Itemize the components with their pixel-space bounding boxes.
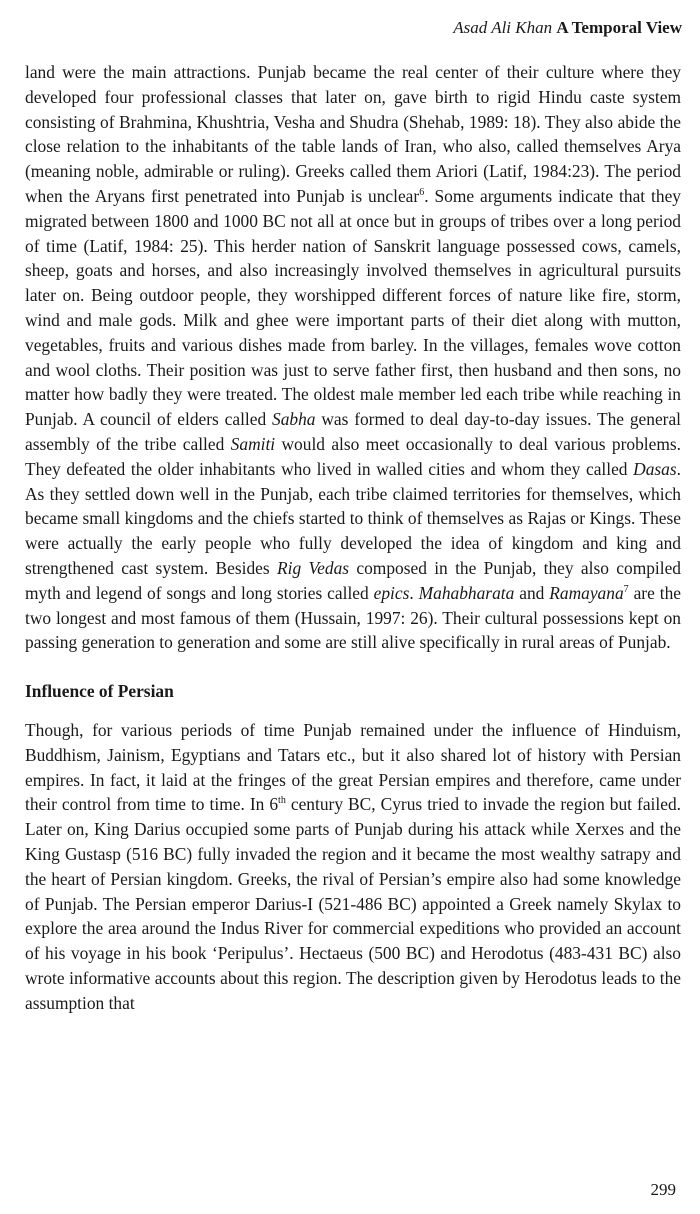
article-title: A Temporal View [556, 18, 682, 37]
term-sabha: Sabha [272, 409, 316, 430]
footnote-ref-7: 7 [623, 583, 629, 595]
footnote-ref-6: 6 [419, 187, 425, 199]
term-dasas: Dasas [633, 458, 677, 479]
author-name: Asad Ali Khan [453, 18, 553, 37]
term-ramayana: Ramayana [549, 582, 624, 603]
ordinal-suffix: th [278, 795, 286, 807]
term-rig-vedas: Rig Vedas [276, 557, 350, 578]
term-samiti: Samiti [230, 433, 276, 454]
paragraph-aryans: land were the main attractions. Punjab became the real center of their culture where they developed four professional classes that later on, gave birth to rigid Hindu caste system consisting of Brahmina, Khushtria, Vesha and Shudra (Shehab, 1989: 18). They also abide the close relation to the inhabitants of the table lands of Iran, who also, called themselves Arya (meaning noble, admirable or ruling). Greeks called them Ariori (Latif, 1984:23). The period when the Aryans first penetrated into Punjab is unclear$^6$. Some arguments indicate that they migrated between 1800 and 1000 BC not all at once but in groups of tribes over a long period of time (Latif, 1984: 25). This herder nation of Sanskrit language possessed cows, camels, sheep, goats and horses, and also increasingly involved themselves in agricultural pursuits later on. Being outdoor people, they worshipped different forces of nature like fire, storm, wind and male gods. Milk and ghee were important parts of their diet along with mutton, vegetables, fruits and various dishes made from barley. In the villages, females wove cotton and wool cloths. Their position was just to serve father first, then husband and then sons, no matter how badly they were treated. The oldest male member led each tribe while reaching in Punjab. A council of elders called Sabha was formed to deal day-to-day issues. The general assembly of the tribe called Samiti would also meet occasionally to deal various problems. They defeated the older inhabitants who lived in walled cities and whom they called Dasas. As they settled down well in the Punjab, each tribe claimed territories for themselves, which became small kingdoms and the chiefs started to think of themselves as Rajas or Kings. These were actually the early people who fully developed the idea of kingdom and king and strengthened cast system. Besides Rig Vedas composed in the Punjab, they also compiled myth and legend of songs and long stories called epics. Mahabharata and Ramayana$^7$ are the two longest and most famous of them (Hussain, 1997: 26). Their cultural possessions kept on passing generation to generation and some are still alive specifically in rural areas of Punjab. [25, 62, 682, 653]
section-heading: Influence of Persian [25, 681, 174, 702]
page-number: 299 [650, 1180, 676, 1199]
running-header [453, 18, 682, 38]
paragraph-persian: Though, for various periods of time Punjab remained under the influence of Hinduism, Buddhism, Jainism, Egyptians and Tatars etc., but it also shared lot of history with Persian empires. In fact, it laid at the fringes of the great Persian empires and therefore, came under their control from time to time. In 6th century BC, Cyrus tried to invade the region but failed. Later on, King Darius occupied some parts of Punjab during his attack while Xerxes and the King Gustasp (516 BC) fully invaded the region and it became the most wealthy satrapy and the heart of Persian kingdom. Greeks, the rival of Persian’s empire also had some knowledge of Punjab. The Persian emperor Darius-I (521-486 BC) appointed a Greek namely Skylax to explore the area around the Indus River for commercial expeditions who provided an account of his voyage in his book ‘Peripulus’. Hectaeus (500 BC) and Herodotus (483-431 BC) also wrote informative accounts about this region. The description given by Herodotus leads to the assumption that [25, 719, 681, 1013]
term-epics: epics [373, 582, 410, 603]
term-mahabharata: Mahabharata [418, 582, 515, 603]
body-text [25, 60, 681, 1015]
